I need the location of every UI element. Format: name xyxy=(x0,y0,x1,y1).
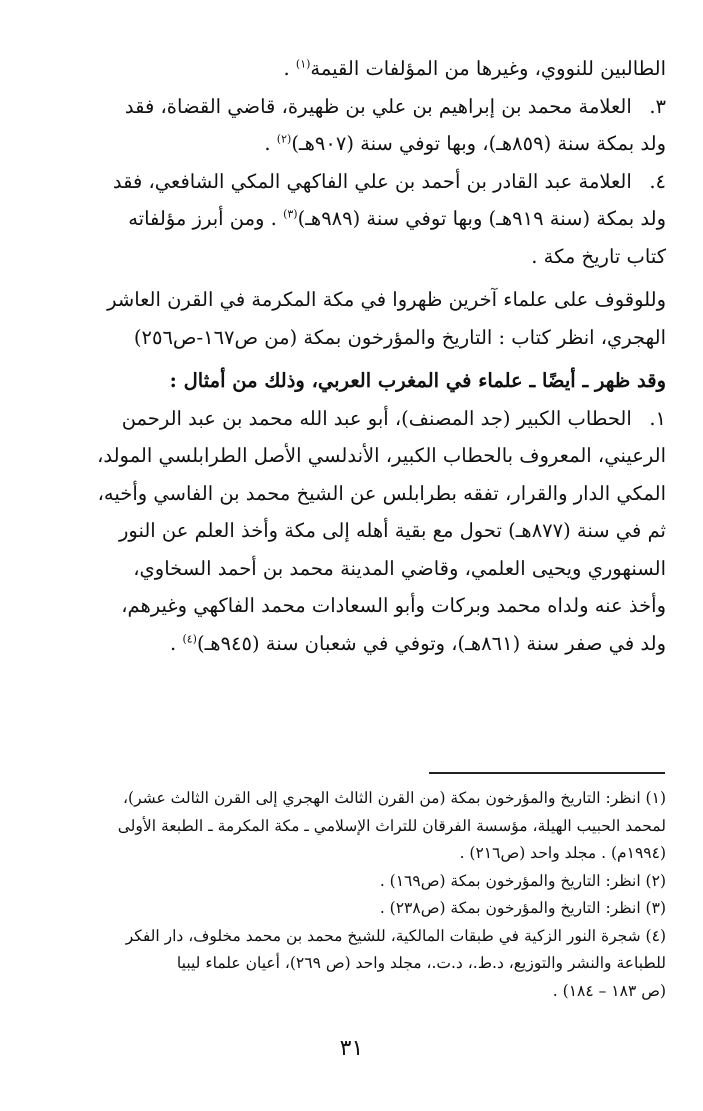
main-text xyxy=(38,50,666,662)
list-item-4 xyxy=(38,163,666,201)
text-segment: الحطاب الكبير (جد المصنف)، أبو عبد الله محمد بن عبد الرحمن xyxy=(121,406,632,430)
text-line xyxy=(38,125,666,163)
text-line: ثم في سنة (٨٧٧هـ) تحول مع بقية أهله إلى مكة وأخذ العلم عن النور xyxy=(118,519,666,542)
footnote-1-line: (١٩٩٤م) . مجلد واحد (ص٢١٦) . xyxy=(459,844,666,862)
footnote-4-line: للطباعة والنشر والتوزيع، د.ط.، د.ت.، مجلد واحد (ص ٢٦٩)، أعيان علماء ليبيا xyxy=(176,954,666,972)
text-line: الرعيني، المعروف بالحطاب الكبير، الأندلسي الأصل الطرابلسي المولد، xyxy=(97,444,666,467)
text-line xyxy=(38,50,666,88)
text-line xyxy=(38,200,666,238)
footnotes xyxy=(40,785,666,1005)
list-item-3 xyxy=(38,88,666,126)
list-item-1 xyxy=(38,400,666,438)
footnote-ref[interactable]: (٢) xyxy=(276,132,292,146)
text-segment: العلامة عبد القادر بن أحمد بن علي الفاكهي المكي الشافعي، فقد xyxy=(112,169,632,193)
text-segment: . xyxy=(264,132,271,155)
footnote-1-line: (١) انظر: التاريخ والمؤرخون بمكة (من القرن الثالث الهجري إلى القرن الثالث عشر)، xyxy=(123,789,666,807)
text-line: وللوقوف على علماء آخرين ظهروا في مكة المكرمة في القرن العاشر xyxy=(107,288,666,311)
text-segment: العلامة محمد بن إبراهيم بن علي بن ظهيرة، قاضي القضاة، فقد xyxy=(124,94,632,118)
list-number: ٣. xyxy=(649,94,666,118)
footnote-1-line: لمحمد الحبيب الهيلة، مؤسسة الفرقان للتراث الإسلامي ـ مكة المكرمة ـ الطبعة الأولى xyxy=(117,816,666,835)
footnote-4-line: (٤) شجرة النور الزكية في طبقات المالكية، للشيخ محمد بن محمد مخلوف، دار الفكر xyxy=(125,926,666,945)
section-heading: وقد ظهر ـ أيضًا ـ علماء في المغرب العربي، وذلك من أمثال : xyxy=(169,369,666,392)
text-line: الهجري، انظر كتاب : التاريخ والمؤرخون بمكة (من ص١٦٧-ص٢٥٦) xyxy=(133,325,666,349)
text-line: كتاب تاريخ مكة . xyxy=(531,244,666,268)
footnote-ref[interactable]: (٤) xyxy=(182,632,197,645)
text-segment: . xyxy=(283,57,290,80)
footnote-divider xyxy=(429,772,665,774)
list-number: ٤. xyxy=(649,169,666,193)
text-segment: الطالبين للنووي، وغيرها من المؤلفات القيمة xyxy=(310,57,666,80)
page-number: ٣١ xyxy=(339,1036,364,1061)
text-line: وأخذ عنه ولداه محمد وبركات وأبو السعادات محمد الفاكهي وغيرهم، xyxy=(121,594,666,617)
text-segment: . xyxy=(170,631,177,655)
footnote-ref[interactable]: (١) xyxy=(295,57,311,71)
footnote-3: (٣) انظر: التاريخ والمؤرخون بمكة (ص٢٣٨) . xyxy=(379,899,666,917)
text-segment: ولد بمكة سنة (٨٥٩هـ)، وبها توفي سنة (٩٠٧هـ) xyxy=(291,132,666,155)
footnote-4-line: (ص ١٨٣ – ١٨٤) . xyxy=(552,981,666,1000)
text-segment: ولد بمكة (سنة ٩١٩هـ) وبها توفي سنة (٩٨٩هـ) xyxy=(297,207,666,230)
text-segment: . ومن أبرز مؤلفاته xyxy=(128,207,277,230)
text-segment: ولد في صفر سنة (٨٦١هـ)، وتوفي في شعبان سنة (٩٤٥هـ) xyxy=(196,631,666,655)
text-line: المكي الدار والقرار، تفقه بطرابلس عن الشيخ محمد بن الفاسي وأخيه، xyxy=(97,481,666,505)
footnote-ref[interactable]: (٣) xyxy=(283,207,298,221)
list-number: ١. xyxy=(649,406,666,430)
text-line: السنهوري ويحيى العلمي، وقاضي المدينة محمد بن أحمد السخاوي، xyxy=(133,556,666,580)
text-line xyxy=(38,625,666,663)
footnote-2: (٢) انظر: التاريخ والمؤرخون بمكة (ص١٦٩) . xyxy=(379,871,666,890)
